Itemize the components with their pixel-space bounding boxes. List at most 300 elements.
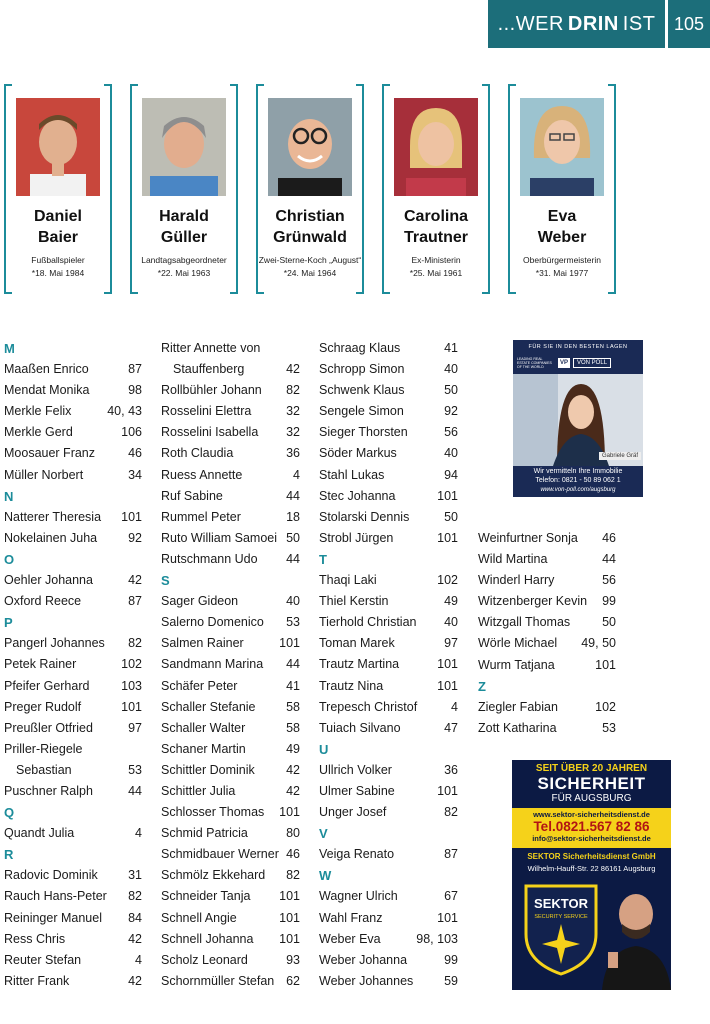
entry-name: Reuter Stefan [4,952,82,967]
entry-page: 94 [444,467,458,482]
guard-photo [602,880,671,990]
entry-name: Rollbühler Johann [161,383,262,398]
person-name: Carolina Trautner [403,208,468,246]
header-suffix: IST [622,12,656,35]
index-letter: S [161,573,170,589]
person-name: Harald Güller [159,208,209,246]
index-entry [478,612,616,633]
person-info: Oberbürgermeisterin *31. Mai 1977 [523,255,601,278]
person-photo [520,98,604,196]
entry-name: Wahl Franz [319,910,383,925]
index-letter-heading [478,676,616,697]
entry-name: Wild Martina [478,552,548,567]
entry-page: 50 [602,615,616,630]
badge-title: SEKTOR [534,896,588,911]
entry-page: 42 [128,973,142,988]
entry-page: 53 [128,762,142,777]
entry-page: 62 [286,973,300,988]
entry-page: 46 [128,446,142,461]
index-entry [4,633,142,654]
entry-name: Ress Chris [4,931,66,946]
entry-name: Maaßen Enrico [4,362,89,377]
index-entry [4,929,142,950]
index-entry [319,591,458,612]
entry-name: Nokelainen Juha [4,530,98,545]
index-entry [4,380,142,401]
index-entry [161,507,300,528]
index-entry [319,718,458,739]
entry-page: 40 [444,362,458,377]
entry-name: Schmid Patricia [161,826,248,841]
ad-tagline: SEIT ÜBER 20 JAHREN [535,763,648,774]
entry-page: 101 [279,931,300,946]
person-info: Ex-Ministerin *25. Mai 1961 [409,255,463,278]
entry-page: 101 [279,889,300,904]
index-letter: V [319,826,328,842]
index-entry [161,718,300,739]
entry-name: Schropp Simon [319,362,405,377]
entry-page: 98 [128,383,142,398]
entry-page: 102 [121,657,142,672]
entry-name: Schornmüller Stefan [161,973,275,988]
index-entry [161,443,300,464]
entry-name: Preußler Otfried [4,720,93,735]
entry-name: Quandt Julia [4,826,75,841]
entry-name: Weinfurtner Sonja [478,531,578,545]
entry-page: 97 [444,636,458,651]
index-letter: M [4,341,15,356]
ad-line: Wir vermitteln Ihre Immobilie [533,468,623,475]
entry-name: Merkle Gerd [4,425,73,440]
entry-name: Oxford Reece [4,594,82,609]
entry-name: Weber Johanna [319,952,408,967]
index-column [4,338,142,992]
entry-name: Tuiach Silvano [319,720,401,735]
index-letter: P [4,615,13,631]
entry-name: Schraag Klaus [319,341,401,355]
index-entry [161,380,300,401]
entry-page: 50 [444,383,458,398]
person-info: Zwei-Sterne-Koch „August“ *24. Mai 1964 [258,255,362,278]
index-entry [161,422,300,443]
entry-page: 87 [128,594,142,609]
entry-name: Salmen Rainer [161,636,244,651]
entry-page: 36 [286,446,300,461]
entry-name: Schittler Julia [161,783,236,798]
index-entry [4,865,142,886]
entry-page: 46 [602,531,616,545]
entry-name: Petek Rainer [4,657,77,672]
entry-page: 53 [602,720,616,735]
ad-headline: SICHERHEIT [537,774,646,793]
index-entry [4,823,142,844]
index-entry [478,718,616,739]
entry-name: Ruess Annette [161,467,243,482]
index-entry [319,802,458,823]
ad-url: www.von-poll.com/augsburg [540,487,616,493]
index-entry [319,359,458,380]
entry-name: Moosauer Franz [4,446,96,461]
entry-name: Veiga Renato [319,847,395,862]
entry-page: 42 [128,573,142,588]
entry-name: Ullrich Volker [319,762,392,777]
entry-name: Natterer Theresia [4,509,102,524]
entry-name: Thaqi Laki [319,573,377,588]
entry-page: 101 [437,678,458,693]
index-entry [4,739,142,760]
entry-page: 18 [286,509,300,524]
entry-page: 58 [286,720,300,735]
entry-page: 34 [128,467,142,482]
ad-tagline: FÜR SIE IN DEN BESTEN LAGEN [528,344,628,350]
entry-name: Trautz Martina [319,657,400,672]
entry-name: Sandmann Marina [161,657,264,672]
index-entry [161,760,300,781]
entry-name: Schnell Johanna [161,931,254,946]
index-entry [4,654,142,675]
index-entry [161,612,300,633]
index-entry [4,401,142,422]
entry-name: Schlosser Thomas [161,805,265,820]
entry-page: 101 [279,910,300,925]
entry-page: 101 [279,636,300,651]
index-entry [478,549,616,570]
entry-page: 47 [444,720,458,735]
person-card [130,84,238,294]
entry-page: 82 [128,889,142,904]
entry-page: 58 [286,699,300,714]
header-prefix: ...WER [497,12,564,35]
entry-page: 87 [128,362,142,377]
index-entry [319,697,458,718]
entry-name: Pfeifer Gerhard [4,678,90,693]
index-letter: Q [4,805,15,821]
entry-page: 44 [286,551,300,566]
person-photo [16,98,100,196]
entry-page: 102 [437,573,458,588]
entry-name: Radovic Dominik [4,868,98,883]
index-entry [161,359,300,380]
entry-page: 42 [286,783,300,798]
index-entry [161,401,300,422]
entry-name: Sager Gideon [161,594,239,609]
entry-page: 92 [128,530,142,545]
entry-name: Witzgall Thomas [478,615,571,630]
index-entry [478,655,616,676]
entry-name: Sengele Simon [319,404,404,419]
entry-page: 4 [293,467,300,482]
entry-page: 87 [444,847,458,862]
index-entry [4,359,142,380]
entry-name: Tierhold Christian [319,615,417,630]
index-entry [161,781,300,802]
index-letter-heading [319,823,458,844]
entry-name: Toman Marek [319,636,395,651]
entry-name: Stahl Lukas [319,467,385,482]
entry-page: 101 [279,805,300,820]
header-bold: DRIN [567,12,619,35]
ad-brand-name: VON POLL [573,358,611,368]
entry-name: Roth Claudia [161,446,234,461]
index-entry [319,380,458,401]
entry-page: 50 [444,509,458,524]
entry-name: Schmölz Ekkehard [161,868,266,883]
entry-name: Sebastian [16,762,72,777]
index-letter: N [4,488,14,504]
ad-email: info@sektor-sicherheitsdienst.de [532,834,651,843]
entry-page: 101 [437,530,458,545]
entry-name: Unger Josef [319,805,387,820]
index-entry [319,401,458,422]
index-entry [319,443,458,464]
index-entry [319,465,458,486]
entry-name: Schäfer Peter [161,678,238,693]
entry-name: Trepesch Christof [319,699,418,714]
entry-name: Weber Johannes [319,973,414,988]
entry-name: Stauffenberg [173,362,245,377]
ad-company: SEKTOR Sicherheitsdienst GmbH [527,852,656,861]
index-entry [161,739,300,760]
sektor-ad [512,760,671,990]
entry-name: Ritter Frank [4,973,70,988]
index-letter-heading [4,844,142,865]
index-entry [319,781,458,802]
entry-name: Thiel Kerstin [319,594,389,609]
entry-name: Puschner Ralph [4,783,93,798]
entry-name: Sieger Thorsten [319,425,408,440]
entry-name: Wörle Michael [478,636,558,651]
entry-page: 32 [286,404,300,419]
entry-page: 101 [437,910,458,925]
index-letter: U [319,741,329,757]
entry-page: 44 [128,783,142,798]
index-entry [319,676,458,697]
index-letter: T [319,551,327,567]
index-entry [4,886,142,907]
entry-page: 97 [128,720,142,735]
entry-name: Rutschmann Udo [161,551,258,566]
entry-page: 93 [286,952,300,967]
index-entry [161,528,300,549]
person-info: Fußballspieler *18. Mai 1984 [31,255,85,278]
index-entry [4,971,142,992]
entry-name: Rosselini Isabella [161,425,259,440]
person-info: Landtagsabgeordneter *22. Mai 1963 [141,255,227,278]
ad-phone: Tel.0821.567 82 86 [533,819,650,834]
index-letter: O [4,551,15,567]
entry-page: 40 [444,446,458,461]
index-letter: W [319,868,332,884]
person-name: Eva Weber [537,208,587,246]
entry-name: Stolarski Dennis [319,509,410,524]
index-entry [161,676,300,697]
entry-name: Müller Norbert [4,467,84,482]
index-entry [161,844,300,865]
index-entry [4,908,142,929]
index-entry [4,760,142,781]
entry-page: 4 [135,952,142,967]
entry-name: Ruto William Samoei [161,530,278,545]
entry-name: Ritter Annette von [161,341,261,355]
ad-phone: Telefon: 0821 - 50 89 062 1 [535,477,621,484]
entry-page: 82 [286,868,300,883]
ad-website: www.sektor-sicherheitsdienst.de [533,810,650,819]
index-entry [161,865,300,886]
index-letter-heading [319,865,458,886]
entry-name: Weber Eva [319,931,381,946]
entry-page: 53 [286,615,300,630]
person-name: Christian Grünwald [273,208,347,246]
entry-page: 101 [437,488,458,503]
index-letter-heading [4,612,142,633]
entry-page: 101 [121,509,142,524]
index-letter-heading [4,549,142,570]
entry-name: Schaner Martin [161,741,246,756]
entry-page: 67 [444,889,458,904]
index-entry [319,507,458,528]
entry-page: 44 [602,552,616,567]
entry-page: 40 [286,594,300,609]
ad-contact-box [512,808,671,848]
entry-name: Strobl Jürgen [319,530,394,545]
entry-page: 99 [444,952,458,967]
index-entry [4,570,142,591]
entry-name: Schneider Tanja [161,889,251,904]
entry-name: Schnell Angie [161,910,237,925]
entry-page: 80 [286,826,300,841]
index-column [478,528,616,739]
index-entry [319,886,458,907]
entry-page: 99 [602,594,616,609]
entry-page: 49 [444,594,458,609]
person-card [4,84,112,294]
entry-name: Oehler Johanna [4,573,93,588]
entry-name: Priller-Riegele [4,741,83,756]
index-entry [478,697,616,718]
ad-lead-text: LEADING REAL ESTATE COMPANIES OF THE WORLD [517,357,552,369]
entry-name: Ulmer Sabine [319,783,395,798]
shield-icon [520,878,602,978]
page-number: 105 [668,0,710,48]
entry-page: 42 [286,362,300,377]
ad-subline: FÜR AUGSBURG [551,793,632,804]
person-photo [142,98,226,196]
entry-page: 82 [286,383,300,398]
index-entry [319,570,458,591]
index-entry [319,612,458,633]
index-entry [161,823,300,844]
entry-page: 4 [135,826,142,841]
person-name: Daniel Baier [33,208,82,246]
index-entry [319,971,458,992]
index-column [161,338,300,992]
ad-brand [517,353,639,373]
index-entry [319,633,458,654]
index-entry [478,570,616,591]
entry-name: Reininger Manuel [4,910,102,925]
index-entry [4,422,142,443]
section-header [488,0,665,48]
index-entry [161,633,300,654]
entry-page: 41 [444,341,458,355]
index-entry [319,486,458,507]
entry-name: Ziegler Fabian [478,699,558,714]
index-entry [4,718,142,739]
entry-name: Stec Johanna [319,488,396,503]
entry-page: 32 [286,425,300,440]
entry-name: Rosselini Elettra [161,404,252,419]
index-entry [319,908,458,929]
entry-name: Trautz Nina [319,678,384,693]
index-entry [319,950,458,971]
index-entry [319,422,458,443]
index-entry [319,844,458,865]
entry-name: Winderl Harry [478,573,555,588]
person-card [508,84,616,294]
entry-page: 59 [444,973,458,988]
index-entry [478,633,616,654]
index-entry [161,802,300,823]
entry-name: Schittler Dominik [161,762,255,777]
entry-name: Scholz Leonard [161,952,248,967]
entry-name: Schmidbauer Werner [161,847,279,862]
von-poll-ad [513,340,643,497]
entry-page: 31 [128,868,142,883]
index-entry [319,929,458,950]
entry-page: 101 [595,657,616,672]
entry-name: Witzenberger Kevin [478,594,588,609]
index-entry [161,971,300,992]
entry-name: Rummel Peter [161,509,241,524]
index-entry [161,929,300,950]
entry-page: 98, 103 [416,931,458,946]
index-letter-heading [4,486,142,507]
index-entry [478,591,616,612]
index-column [319,338,458,992]
entry-name: Salerno Domenico [161,615,264,630]
index-entry [161,950,300,971]
entry-page: 41 [286,678,300,693]
index-entry [161,549,300,570]
entry-page: 101 [437,657,458,672]
entry-page: 44 [286,488,300,503]
entry-name: Wagner Ulrich [319,889,398,904]
person-photo [268,98,352,196]
index-entry [4,676,142,697]
index-entry [478,528,616,549]
index-entry [4,443,142,464]
index-entry [161,465,300,486]
entry-page: 46 [286,847,300,862]
entry-page: 84 [128,910,142,925]
person-card [256,84,364,294]
index-entry [4,950,142,971]
index-letter-heading [319,549,458,570]
index-entry [4,781,142,802]
entry-page: 49, 50 [581,636,616,651]
entry-name: Wurm Tatjana [478,657,555,672]
index-letter-heading [4,338,142,359]
vp-logo-icon: VP [560,360,569,366]
entry-name: Söder Markus [319,446,397,461]
entry-name: Mendat Monika [4,383,90,398]
entry-page: 106 [121,425,142,440]
entry-name: Rauch Hans-Peter [4,889,107,904]
ad-address: Wilhelm-Hauff-Str. 22 86161 Augsburg [527,864,656,873]
index-entry [161,908,300,929]
index-entry [161,338,300,359]
index-entry [4,697,142,718]
